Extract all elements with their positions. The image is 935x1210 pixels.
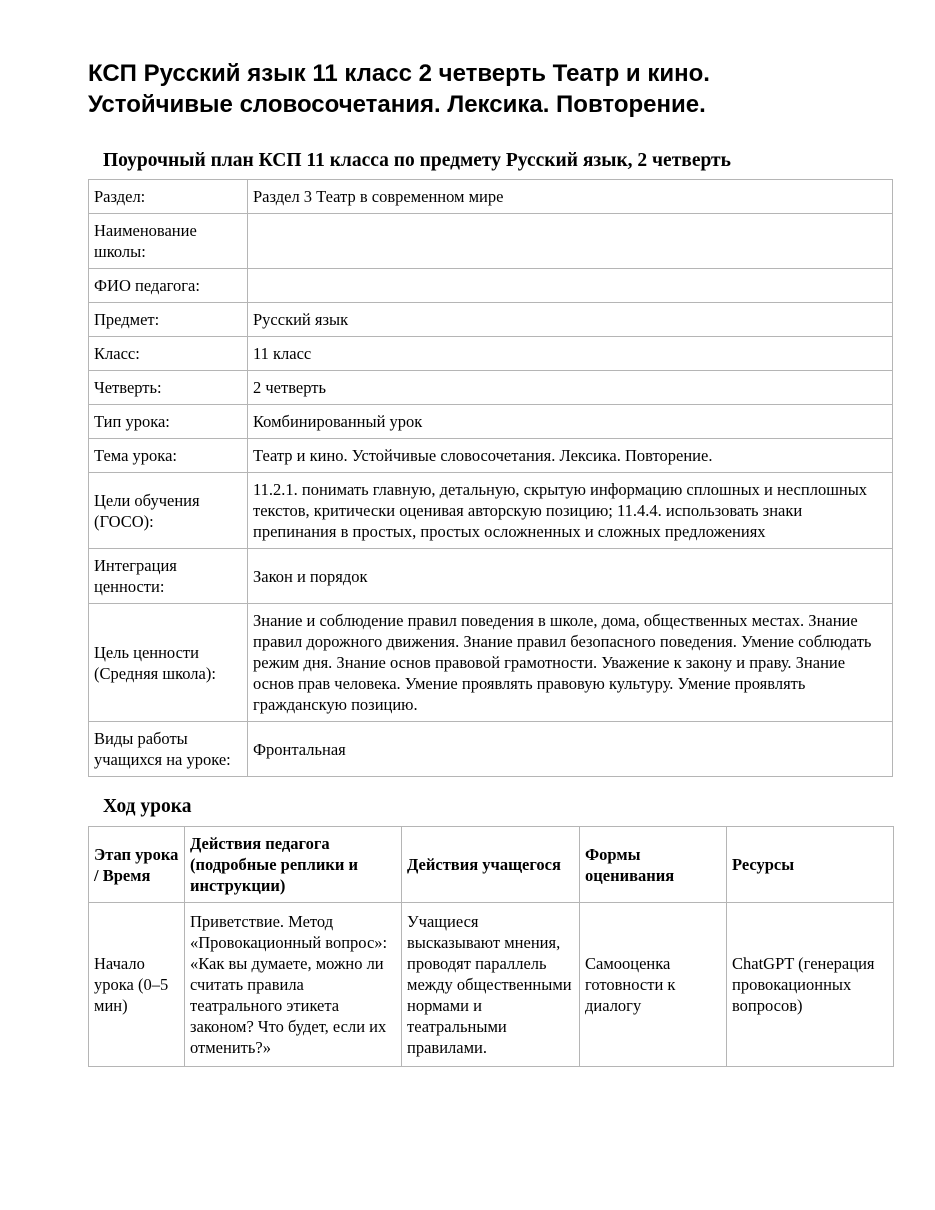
row-label: Предмет: [89,303,248,337]
row-label: Тема урока: [89,439,248,473]
row-label: Наименование школы: [89,214,248,269]
row-label: Виды работы учащихся на уроке: [89,722,248,777]
table-row [89,303,893,337]
table-row [89,903,894,1067]
column-header-teacher-actions: Действия педагога (подробные реплики и инструкции) [185,827,402,903]
column-header-student-actions: Действия учащегося [402,827,580,903]
table-row [89,269,893,303]
cell-assessment: Самооценка готовности к диалогу [580,903,727,1067]
table-row [89,722,893,777]
column-header-stage: Этап урока / Время [89,827,185,903]
row-value [248,269,893,303]
lesson-heading: Ход урока [103,796,192,817]
cell-stage: Начало урока (0–5 мин) [89,903,185,1067]
row-value: 11.2.1. понимать главную, детальную, скрытую информацию сплошных и несплошных текстов, критически оценивая авторскую позицию; 11.4.4. использовать знаки препинания в простых, простых осложненных и сложных предложениях [248,473,893,549]
row-value: Русский язык [248,303,893,337]
row-label: Раздел: [89,180,248,214]
row-label: Интеграция ценности: [89,549,248,604]
table-row [89,473,893,549]
table-header-row [89,827,894,903]
plan-heading: Поурочный план КСП 11 класса по предмету Русский язык, 2 четверть [103,150,731,171]
row-value: Театр и кино. Устойчивые словосочетания. Лексика. Повторение. [248,439,893,473]
column-header-assessment: Формы оценивания [580,827,727,903]
row-value: 2 четверть [248,371,893,405]
row-label: Цель ценности (Средняя школа): [89,604,248,722]
row-label: Цели обучения (ГОСО): [89,473,248,549]
row-value [248,214,893,269]
row-value: Знание и соблюдение правил поведения в школе, дома, общественных местах. Знание правил дорожного движения. Знание правил безопасного поведения. Умение соблюдать режим дня. Знание основ правовой грамотности. Уважение к закону и праву. Знание основ прав человека. Умение проявлять правовую культуру. Умение проявлять гражданскую позицию. [248,604,893,722]
table-row [89,180,893,214]
cell-teacher-actions: Приветствие. Метод «Провокационный вопрос»: «Как вы думаете, можно ли считать правила театрального этикета законом? Что будет, если их отменить?» [185,903,402,1067]
cell-student-actions: Учащиеся высказывают мнения, проводят параллель между общественными нормами и театральными правилами. [402,903,580,1067]
row-value: Фронтальная [248,722,893,777]
table-row [89,371,893,405]
row-label: Четверть: [89,371,248,405]
table-row [89,337,893,371]
row-label: ФИО педагога: [89,269,248,303]
row-label: Тип урока: [89,405,248,439]
row-label: Класс: [89,337,248,371]
lesson-table [88,826,894,1067]
document-title-line-2: Устойчивые словосочетания. Лексика. Повторение. [88,91,706,118]
document-title-line-1: КСП Русский язык 11 класс 2 четверть Театр и кино. [88,60,710,87]
row-value: Раздел 3 Театр в современном мире [248,180,893,214]
table-row [89,214,893,269]
table-row [89,549,893,604]
plan-table [88,179,893,777]
document-title [88,58,893,120]
row-value: Комбинированный урок [248,405,893,439]
table-row [89,604,893,722]
cell-resources: ChatGPT (генерация провокационных вопросов) [727,903,894,1067]
row-value: Закон и порядок [248,549,893,604]
row-value: 11 класс [248,337,893,371]
document-page [88,58,893,1067]
table-row [89,405,893,439]
table-row [89,439,893,473]
column-header-resources: Ресурсы [727,827,894,903]
